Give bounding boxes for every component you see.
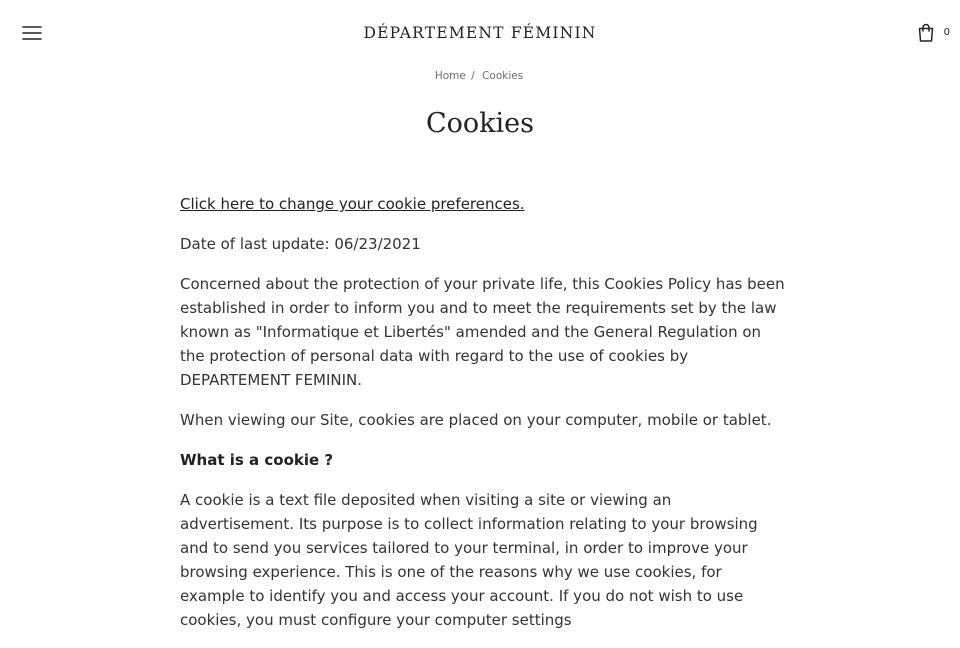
breadcrumb-current: Cookies [482,70,524,82]
preferences-paragraph [180,192,785,216]
intro-paragraph: Concerned about the protection of your private life, this Cookies Policy has been established in order to inform you and to meet the requirements set by the law known as "Informatique et Libertés" amended and the General Regulation on the protection of personal data with regard to the use of cookies by DEPARTEMENT FEMININ. [180,275,785,389]
site-header [0,0,960,66]
cookie-preferences-link[interactable]: Click here to change your cookie preferences. [180,195,525,213]
site-logo[interactable]: DÉPARTEMENT FÉMININ [363,24,597,42]
page-title: Cookies [426,108,534,139]
breadcrumb-separator: / [471,70,475,82]
page-content [180,192,785,648]
cart-count: 0 [943,27,950,38]
what-paragraph: A cookie is a text file deposited when visiting a site or viewing an advertisement. Its purpose is to collect information relating to your browsing and to send you services tailored to your terminal, in order to improve your browsing experience. This is one of the reasons why we use cookies, for example to identify you and access your account. If you do not wish to use cookies, you must configure your computer settings [180,491,758,629]
shopping-bag-icon [916,23,936,43]
cart-button[interactable] [916,21,950,45]
what-heading-paragraph [180,448,785,472]
breadcrumb [0,68,960,84]
viewing-paragraph: When viewing our Site, cookies are placed on your computer, mobile or tablet. [180,411,772,429]
breadcrumb-home-link[interactable]: Home [434,70,466,82]
last-update-text: Date of last update: 06/23/2021 [180,235,421,253]
section-heading: What is a cookie ? [180,451,334,469]
